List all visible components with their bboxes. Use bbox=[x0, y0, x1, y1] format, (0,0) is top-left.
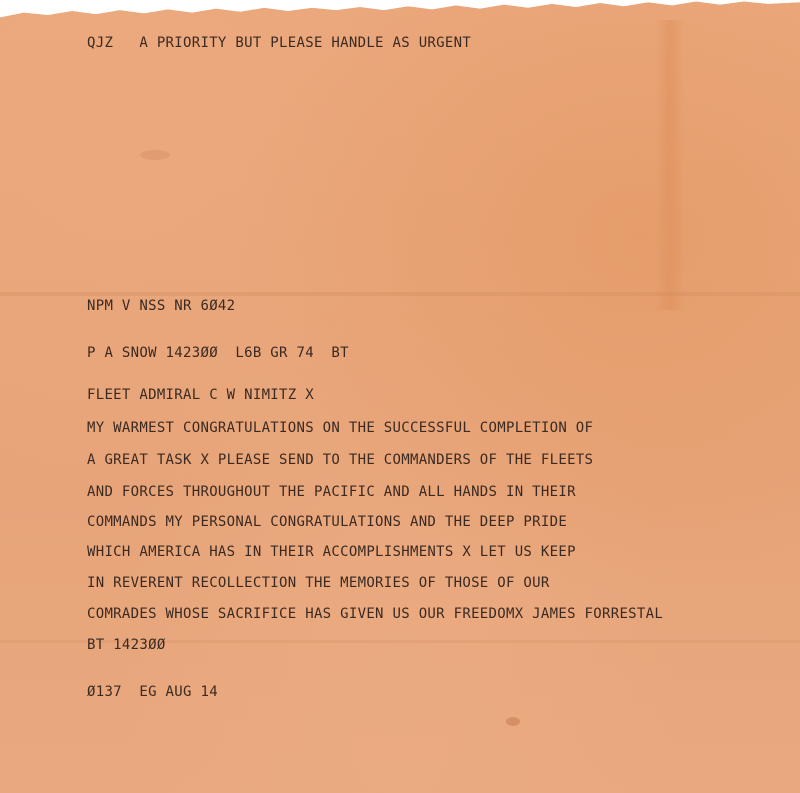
body-line: A GREAT TASK X PLEASE SEND TO THE COMMANDERS OF THE FLEETS bbox=[87, 452, 594, 468]
body-line: COMMANDS MY PERSONAL CONGRATULATIONS AND THE DEEP PRIDE bbox=[87, 514, 568, 530]
priority-header: QJZ A PRIORITY BUT PLEASE HANDLE AS URGENT bbox=[87, 35, 472, 51]
paper-spot bbox=[506, 717, 520, 726]
body-line: MY WARMEST CONGRATULATIONS ON THE SUCCESSFUL COMPLETION OF bbox=[87, 420, 594, 436]
body-line: AND FORCES THROUGHOUT THE PACIFIC AND ALL HANDS IN THEIR bbox=[87, 484, 576, 500]
body-line: IN REVERENT RECOLLECTION THE MEMORIES OF THOSE OF OUR bbox=[87, 575, 550, 591]
fold-crease bbox=[0, 292, 800, 296]
body-line: WHICH AMERICA HAS IN THEIR ACCOMPLISHMENTS X LET US KEEP bbox=[87, 544, 576, 560]
routing-line-2: P A SNOW 1423ØØ L6B GR 74 BT bbox=[87, 345, 349, 361]
body-line: COMRADES WHOSE SACRIFICE HAS GIVEN US OUR FREEDOMX JAMES FORRESTAL bbox=[87, 606, 664, 622]
footer-line: Ø137 EG AUG 14 bbox=[87, 684, 218, 700]
paper-stain bbox=[655, 20, 685, 310]
paper-spot bbox=[140, 150, 170, 160]
closing-line: BT 1423ØØ bbox=[87, 637, 166, 653]
addressee-line: FLEET ADMIRAL C W NIMITZ X bbox=[87, 387, 314, 403]
routing-line-1: NPM V NSS NR 6Ø42 bbox=[87, 298, 236, 314]
